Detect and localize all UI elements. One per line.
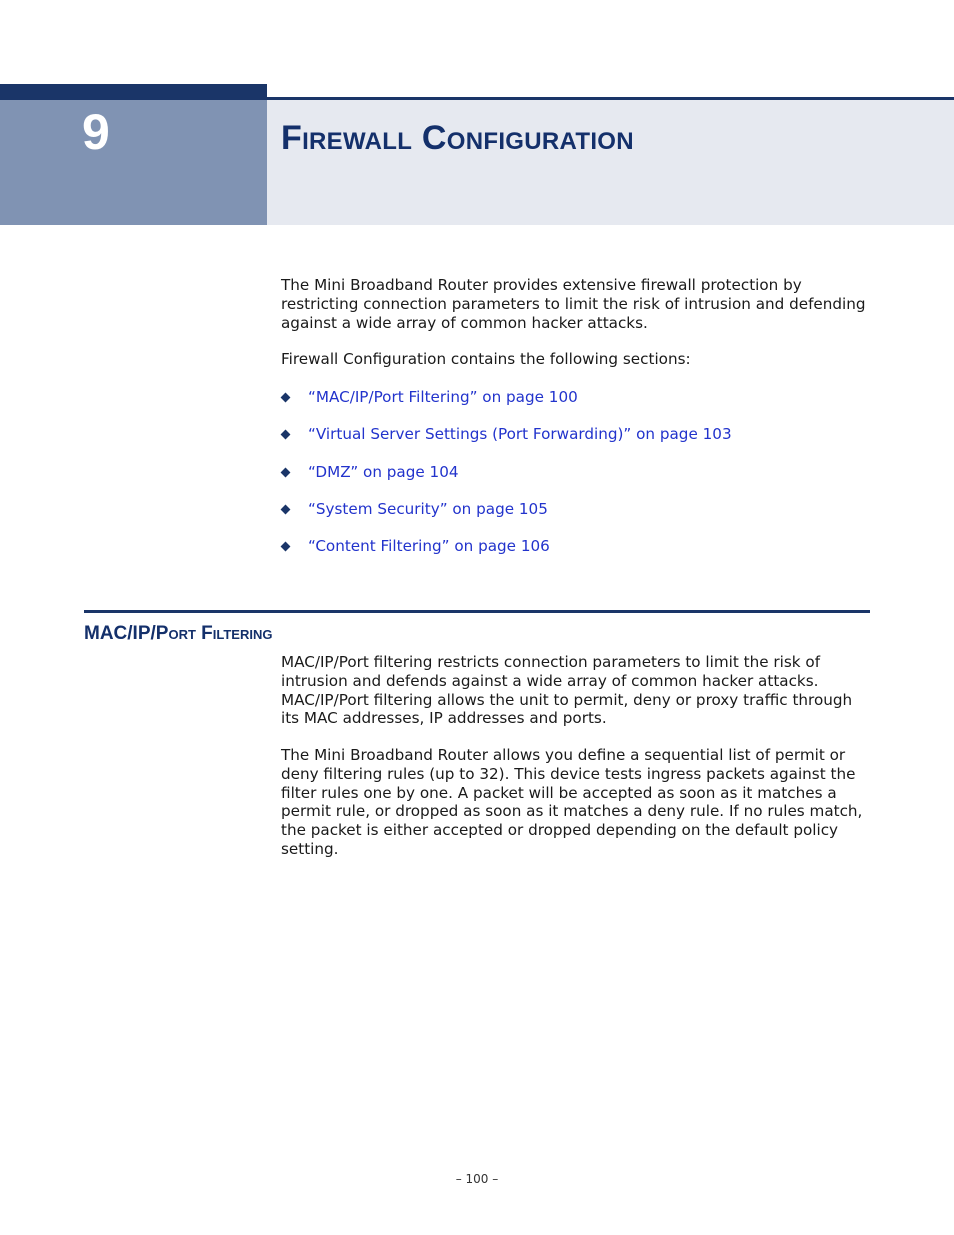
diamond-bullet-icon: [281, 430, 291, 440]
toc-link-virtual-server-settings[interactable]: “Virtual Server Settings (Port Forwarding)” on page 103: [308, 425, 732, 444]
toc-link-system-security[interactable]: “System Security” on page 105: [308, 499, 548, 518]
list-item: [281, 463, 732, 500]
section-link-list: [281, 388, 732, 574]
diamond-bullet-icon: [281, 504, 291, 514]
list-item: [281, 537, 732, 574]
chapter-title: Firewall Configuration: [281, 119, 634, 157]
intro-paragraph: The Mini Broadband Router provides extensive firewall protection by restricting connection parameters to limit the risk of intrusion and defending against a wide array of common hacker attacks.: [281, 276, 866, 332]
toc-link-mac-ip-port-filtering[interactable]: “MAC/IP/Port Filtering” on page 100: [308, 388, 578, 406]
chapter-title-band: [267, 97, 954, 225]
diamond-bullet-icon: [281, 467, 291, 477]
section-paragraph-2: The Mini Broadband Router allows you define a sequential list of permit or deny filtering rules (up to 32). This device tests ingress packets against the filter rules one by one. A packet will be accepted as soon as it matches a permit rule, or dropped as soon as it matches a deny rule. If no rules match, the packet is either accepted or dropped depending on the default policy setting.: [281, 746, 863, 858]
section-heading: MAC/IP/Port Filtering: [84, 623, 273, 644]
section-paragraph-1: MAC/IP/Port filtering restricts connection parameters to limit the risk of intrusion and defends against a wide array of common hacker attacks. MAC/IP/Port filtering allows the unit to permit, deny or proxy traffic through its MAC addresses, IP addresses and ports.: [281, 653, 853, 728]
toc-link-content-filtering[interactable]: “Content Filtering” on page 106: [308, 537, 550, 556]
sections-intro-text: Firewall Configuration contains the following sections:: [281, 350, 691, 368]
list-item: [281, 388, 732, 425]
title-rule: [267, 97, 954, 100]
diamond-bullet-icon: [281, 542, 291, 552]
list-item: [281, 500, 732, 537]
section-divider: [84, 610, 870, 613]
page-number: – 100 –: [455, 1172, 499, 1186]
list-item: [281, 425, 732, 462]
chapter-number-block: [0, 84, 267, 225]
toc-link-dmz[interactable]: “DMZ” on page 104: [308, 462, 459, 481]
diamond-bullet-icon: [281, 393, 291, 403]
chapter-block-top-bar: [0, 84, 267, 100]
chapter-number: 9: [82, 104, 110, 160]
